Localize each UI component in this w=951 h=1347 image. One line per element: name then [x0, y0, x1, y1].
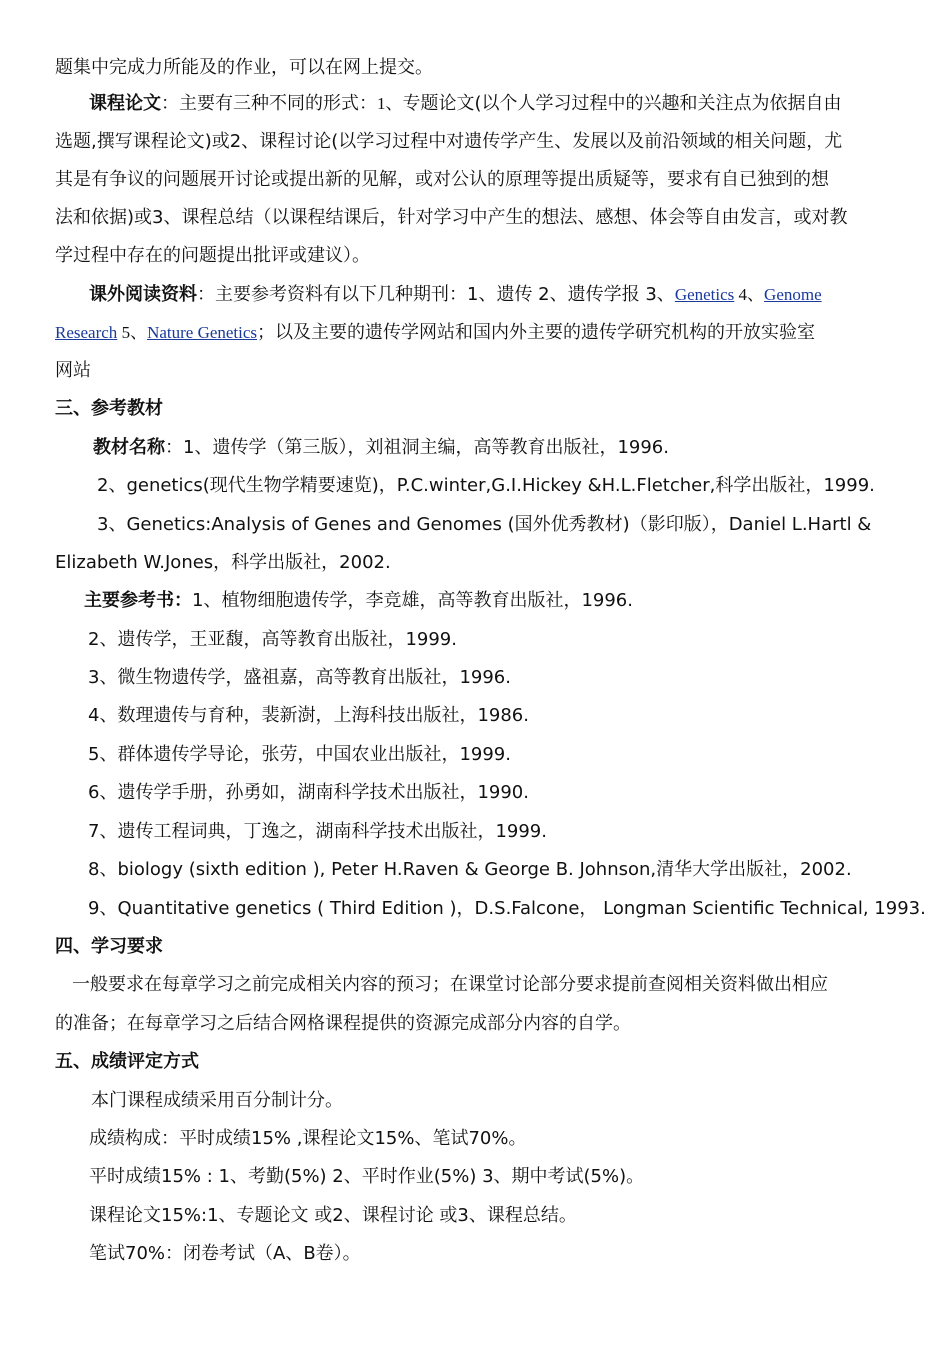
grading-line: 成绩构成：平时成绩15% ,课程论文15%、笔试70%。: [89, 1128, 527, 1149]
textbook-line-3: 3、Genetics:Analysis of Genes and Genomes (国外优秀教材)（影印版），Daniel L.Hartl &: [97, 514, 872, 535]
reference-item: 3、微生物遗传学，盛祖嘉，高等教育出版社，1996.: [88, 667, 511, 688]
reading-text: 1、遗传 2、遗传学报 3、: [467, 284, 675, 305]
section-heading: 五、成绩评定方式: [55, 1051, 199, 1072]
textbook-line-1: [93, 436, 669, 460]
main-reference-label: 主要参考书：: [84, 590, 192, 611]
reference-item: 2、遗传学，王亚馥，高等教育出版社，1999.: [88, 629, 457, 650]
requirements-line-2: 的准备；在每章学习之后结合网格课程提供的资源完成部分内容的自学。: [55, 1013, 631, 1034]
thesis-line-1: [89, 92, 842, 116]
nature-genetics-link[interactable]: Nature Genetics: [147, 323, 258, 342]
thesis-line-5: 学过程中存在的问题提出批评或建议）。: [55, 245, 370, 266]
reference-item: 7、遗传工程词典，丁逸之，湖南科学技术出版社，1999.: [88, 821, 547, 842]
genome-research-link[interactable]: Genome: [764, 285, 822, 304]
thesis-text: ：主要有三种不同的形式：: [161, 93, 377, 114]
reading-text: 4、: [734, 285, 765, 304]
thesis-line-4: 法和依据)或3、课程总结（以课程结课后，针对学习中产生的想法、感想、体会等自由发言，或对教: [55, 207, 848, 228]
textbook-text: 遗传学（第三版），刘祖洞主编，高等教育出版社，1996.: [212, 437, 669, 458]
thesis-label: 课程论文: [89, 93, 161, 114]
reading-line-1: [89, 283, 822, 307]
reference-item: 4、数理遗传与育种，裴新澍，上海科技出版社，1986.: [88, 705, 529, 726]
textbook-line-2: 2、genetics(现代生物学精要速览)，P.C.winter,G.I.Hickey &H.L.Fletcher,科学出版社，1999.: [97, 475, 875, 496]
section-heading: 三、参考教材: [55, 398, 163, 419]
textbook-label: 教材名称: [93, 437, 165, 458]
thesis-text: 专题论文(以个人学习过程中的兴趣和关注点为依据自由: [402, 93, 842, 114]
genome-research-link[interactable]: Research: [55, 323, 118, 342]
grading-line: 笔试70%：闭卷考试（A、B卷）。: [89, 1243, 361, 1264]
reading-text: 5、: [117, 323, 148, 342]
grading-line: 平时成绩15% : 1、考勤(5%) 2、平时作业(5%) 3、期中考试(5%)。: [89, 1166, 645, 1187]
main-reference-line-1: [84, 589, 633, 613]
reading-line-2: [55, 321, 815, 345]
reading-text: ；以及主要的遗传学网站和国内外主要的遗传学研究机构的开放实验室: [257, 322, 816, 343]
reference-item: 6、遗传学手册，孙勇如，湖南科学技术出版社，1990.: [88, 782, 529, 803]
thesis-line-3: 其是有争议的问题展开讨论或提出新的见解，或对公认的原理等提出质疑等，要求有自已独到的想: [55, 169, 829, 190]
thesis-line-2: 选题,撰写课程论文)或2、课程讨论(以学习过程中对遗传学产生、发展以及前沿领域的相关问题，尤: [55, 131, 843, 152]
textbook-text: ：1、: [165, 437, 213, 458]
reference-item: 8、biology (sixth edition ), Peter H.Raven & George B. Johnson,清华大学出版社，2002.: [88, 859, 852, 880]
reference-text: 1、植物细胞遗传学，李竞雄，高等教育出版社，1996.: [192, 590, 633, 611]
reading-label: 课外阅读资料: [89, 284, 197, 305]
section-heading: 四、学习要求: [55, 936, 163, 957]
reading-text: ：主要参考资料有以下几种期刊：: [197, 284, 467, 305]
reading-line-3: 网站: [55, 360, 91, 381]
grading-line: 课程论文15%:1、专题论文 或2、课程讨论 或3、课程总结。: [89, 1205, 577, 1226]
thesis-text: 1、: [377, 94, 403, 113]
reference-item: 9、Quantitative genetics ( Third Edition )，D.S.Falcone， Longman Scientific Technical, 1993.: [88, 898, 926, 919]
requirements-line-1: 一般要求在每章学习之前完成相关内容的预习；在课堂讨论部分要求提前查阅相关资料做出相应: [72, 974, 828, 995]
reference-item: 5、群体遗传学导论，张劳，中国农业出版社，1999.: [88, 744, 511, 765]
textbook-line-4: Elizabeth W.Jones，科学出版社，2002.: [55, 552, 391, 573]
genetics-link[interactable]: Genetics: [674, 285, 735, 304]
grading-line: 本门课程成绩采用百分制计分。: [91, 1090, 343, 1111]
paragraph-line: 题集中完成力所能及的作业，可以在网上提交。: [55, 57, 433, 78]
